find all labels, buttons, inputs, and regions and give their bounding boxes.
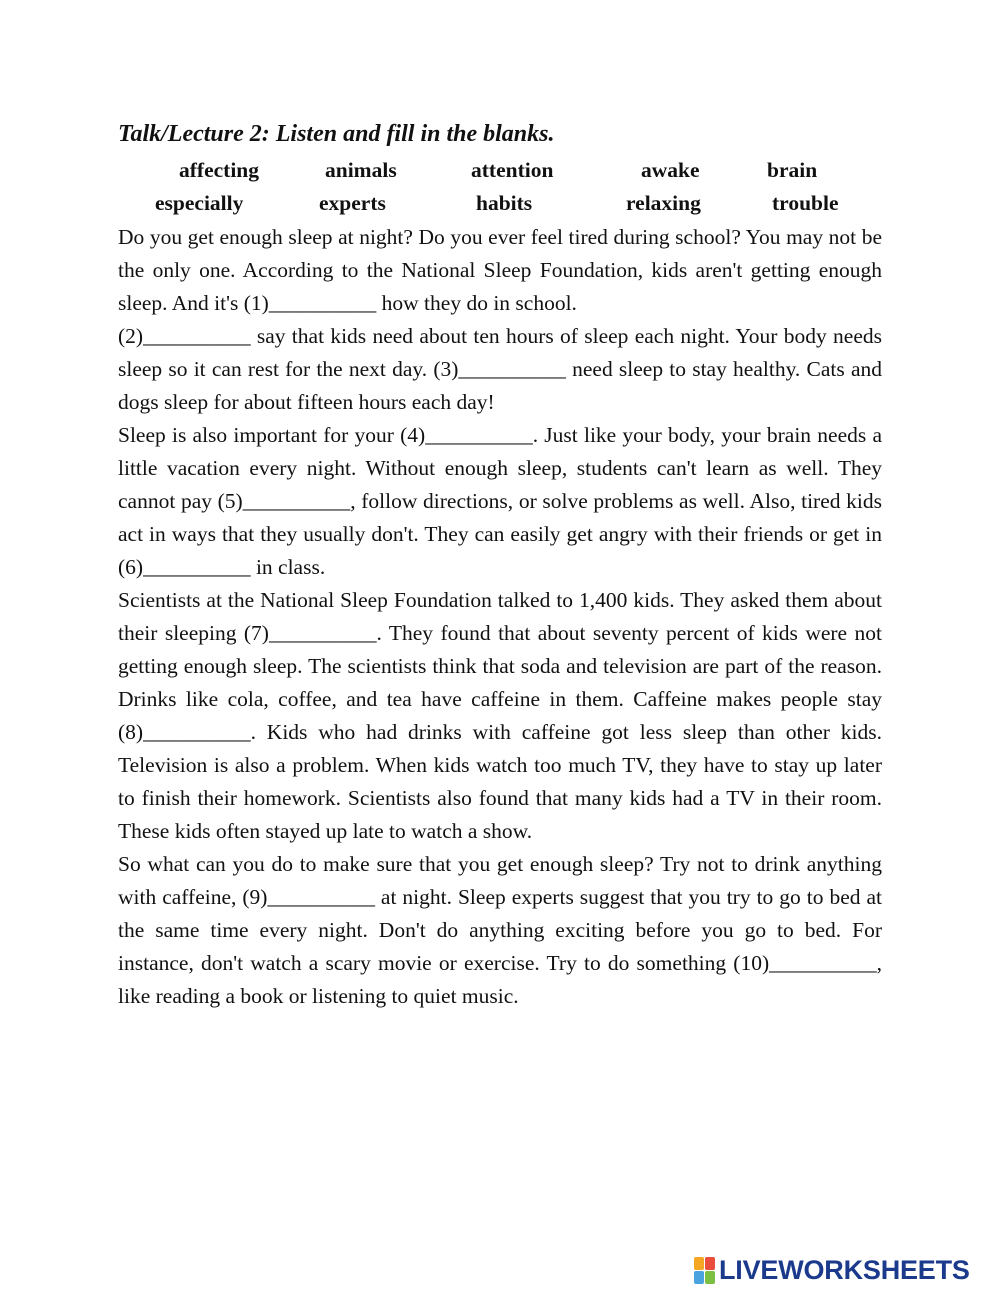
word-bank-item: relaxing [626, 191, 701, 215]
word-bank-item: especially [155, 191, 244, 215]
word-bank-item: experts [319, 191, 386, 215]
logo-block [694, 1271, 704, 1284]
word-bank-row-2 [118, 187, 882, 220]
paragraph-3: Sleep is also important for your (4)__________. Just like your body, your brain needs a little vacation every night. Without enough sleep, students can't learn as well. They cannot pay (5)__________, follow directions, or solve problems as well. Also, tired kids act in ways that they usually don't. They can easily get angry with their friends or get in (6)__________ in class. [118, 423, 882, 579]
logo-block [705, 1257, 715, 1270]
word-bank-item: animals [325, 158, 397, 182]
paragraph-1: Do you get enough sleep at night? Do you ever feel tired during school? You may not be the only one. According to the National Sleep Foundation, kids aren't getting enough sleep. And it's (1)__________ how they do in school. [118, 225, 882, 315]
word-bank-item: awake [641, 158, 700, 182]
word-bank-item: habits [476, 191, 533, 215]
passage [118, 221, 882, 1013]
word-bank-row-1 [118, 154, 882, 187]
word-bank-item: attention [471, 158, 554, 182]
paragraph-4: Scientists at the National Sleep Foundation talked to 1,400 kids. They asked them about their sleeping (7)__________. They found that about seventy percent of kids were not getting enough sleep. The scientists think that soda and television are part of the reason. Drinks like cola, coffee, and tea have caffeine in them. Caffeine makes people stay (8)__________. Kids who had drinks with caffeine got less sleep than other kids. Television is also a problem. When kids watch too much TV, they have to stay up later to finish their homework. Scientists also found that many kids had a TV in their room. These kids often stayed up late to watch a show. [118, 588, 882, 843]
liveworksheets-logo-icon [694, 1257, 715, 1284]
liveworksheets-logo[interactable] [694, 1256, 970, 1284]
paragraph-2: (2)__________ say that kids need about ten hours of sleep each night. Your body needs sleep so it can rest for the next day. (3)__________ need sleep to stay healthy. Cats and dogs sleep for about fifteen hours each day! [118, 324, 882, 414]
word-bank-item: brain [767, 158, 818, 182]
word-bank [118, 154, 882, 220]
logo-block [694, 1257, 704, 1270]
worksheet-title: Talk/Lecture 2: Listen and fill in the blanks. [118, 121, 555, 147]
logo-text: LIVEWORKSHEETS [719, 1255, 970, 1285]
worksheet [118, 118, 882, 1013]
word-bank-item: affecting [179, 158, 259, 182]
word-bank-item: trouble [772, 191, 839, 215]
logo-block [705, 1271, 715, 1284]
paragraph-5: So what can you do to make sure that you get enough sleep? Try not to drink anything with caffeine, (9)__________ at night. Sleep experts suggest that you try to go to bed at the same time every night. Don't do anything exciting before you go to bed. For instance, don't watch a scary movie or exercise. Try to do something (10)__________, like reading a book or listening to quiet music. [118, 852, 882, 1008]
